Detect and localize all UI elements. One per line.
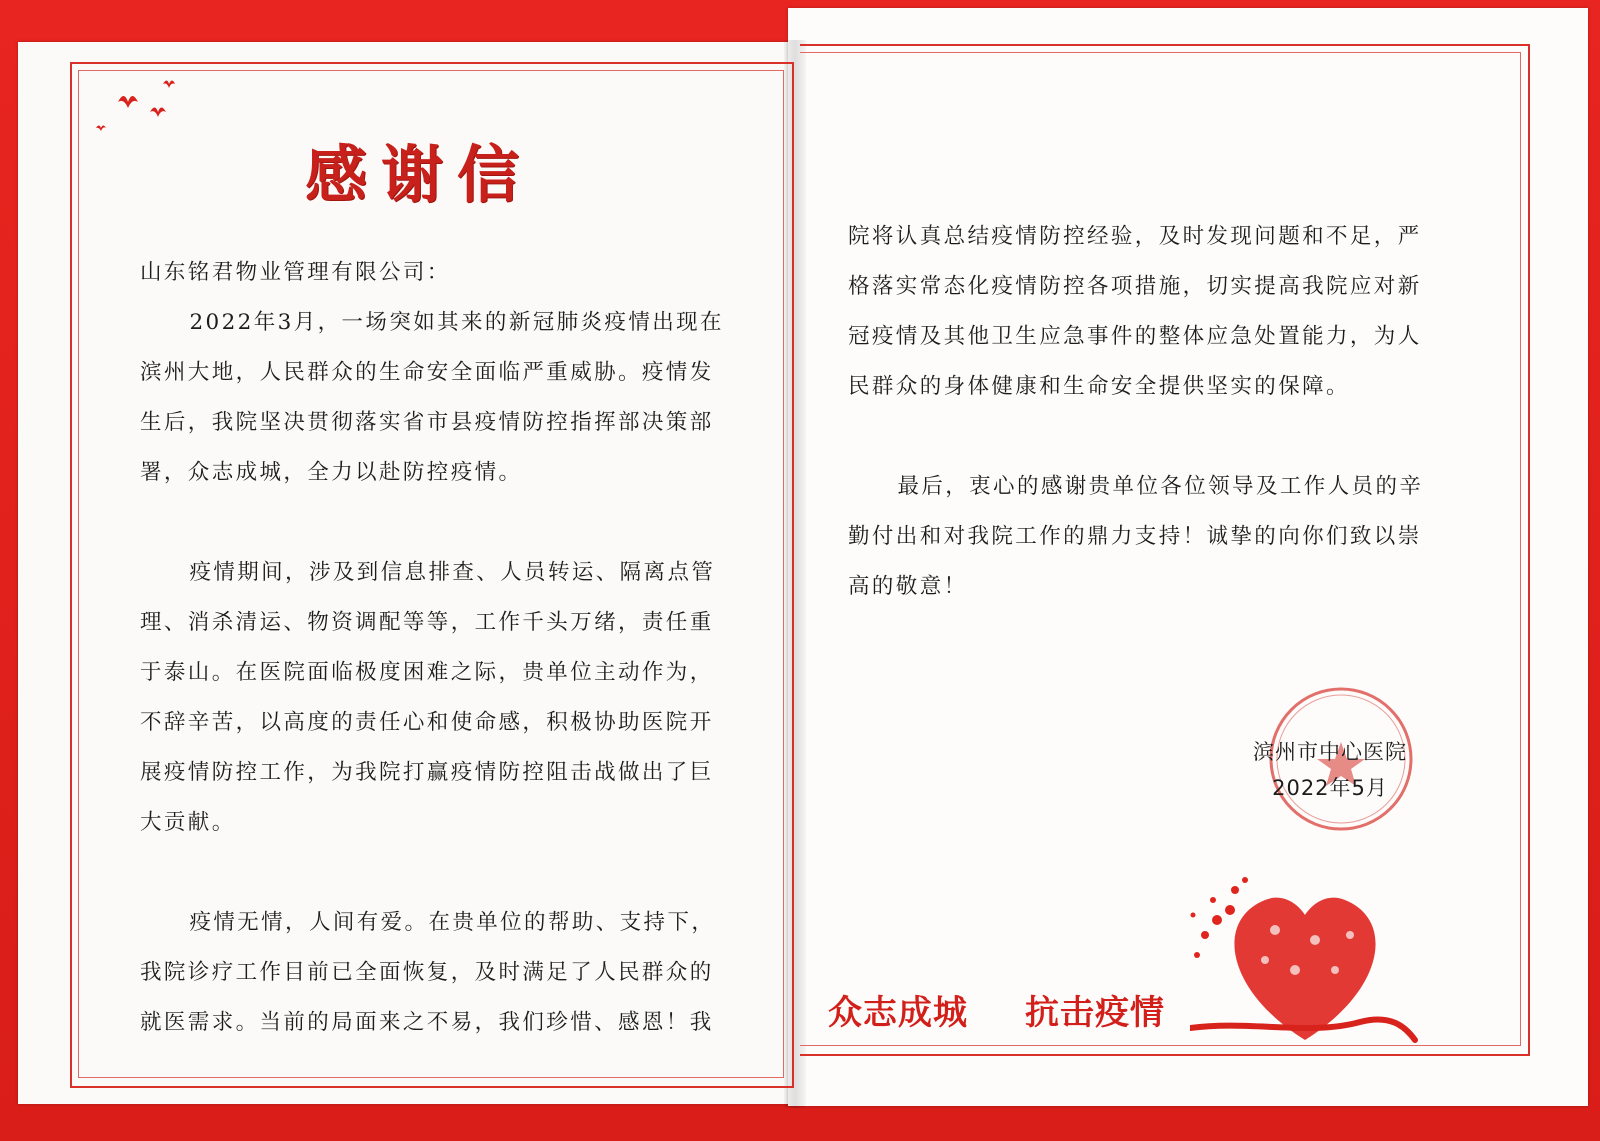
ribbon-decoration-icon: [1190, 1000, 1420, 1060]
paragraph-3: 疫情无情，人间有爱。在贵单位的帮助、支持下，我院诊疗工作目前已全面恢复，及时满足了人民群众的就医需求。当前的局面来之不易，我们珍惜、感恩！我: [140, 910, 716, 1035]
birds-decoration-icon: [88, 72, 198, 142]
addressee: 山东铭君物业管理有限公司：: [140, 260, 451, 285]
right-letter-body: [848, 212, 1428, 612]
paragraph-3-continued: 院将认真总结疫情防控经验，及时发现问题和不足，严格落实常态化疫情防控各项措施，切实提高我院应对新冠疫情及其他卫生应急事件的整体应急处置能力，为人民群众的身体健康和生命安全提供坚实的保障。: [848, 224, 1422, 399]
slogan-right: 抗击疫情: [1025, 993, 1165, 1033]
paragraph-1: 2022年3月，一场突如其来的新冠肺炎疫情出现在滨州大地，人民群众的生命安全面临严重威胁。疫情发生后，我院坚决贯彻落实省市县疫情防控指挥部决策部署，众志成城，全力以赴防控疫情。: [140, 310, 724, 485]
left-letter-body: [140, 248, 730, 1048]
letter-title: 感谢信: [305, 138, 534, 211]
closing-paragraph: 最后，衷心的感谢贵单位各位领导及工作人员的辛勤付出和对我院工作的鼎力支持！诚挚的向你们致以崇高的敬意！: [848, 474, 1424, 599]
slogan-left: 众志成城: [828, 993, 968, 1033]
signature-date: 2022年5月: [1272, 776, 1388, 800]
paragraph-2: 疫情期间，涉及到信息排查、人员转运、隔离点管理、消杀清运、物资调配等等，工作千头万绪，责任重于泰山。在医院面临极度困难之际，贵单位主动作为，不辞辛苦，以高度的责任心和使命感，积极协助医院开展疫情防控工作，为我院打赢疫情防控阻击战做出了巨大贡献。: [140, 560, 716, 835]
signature-hospital: 滨州市中心医院: [1253, 740, 1407, 764]
